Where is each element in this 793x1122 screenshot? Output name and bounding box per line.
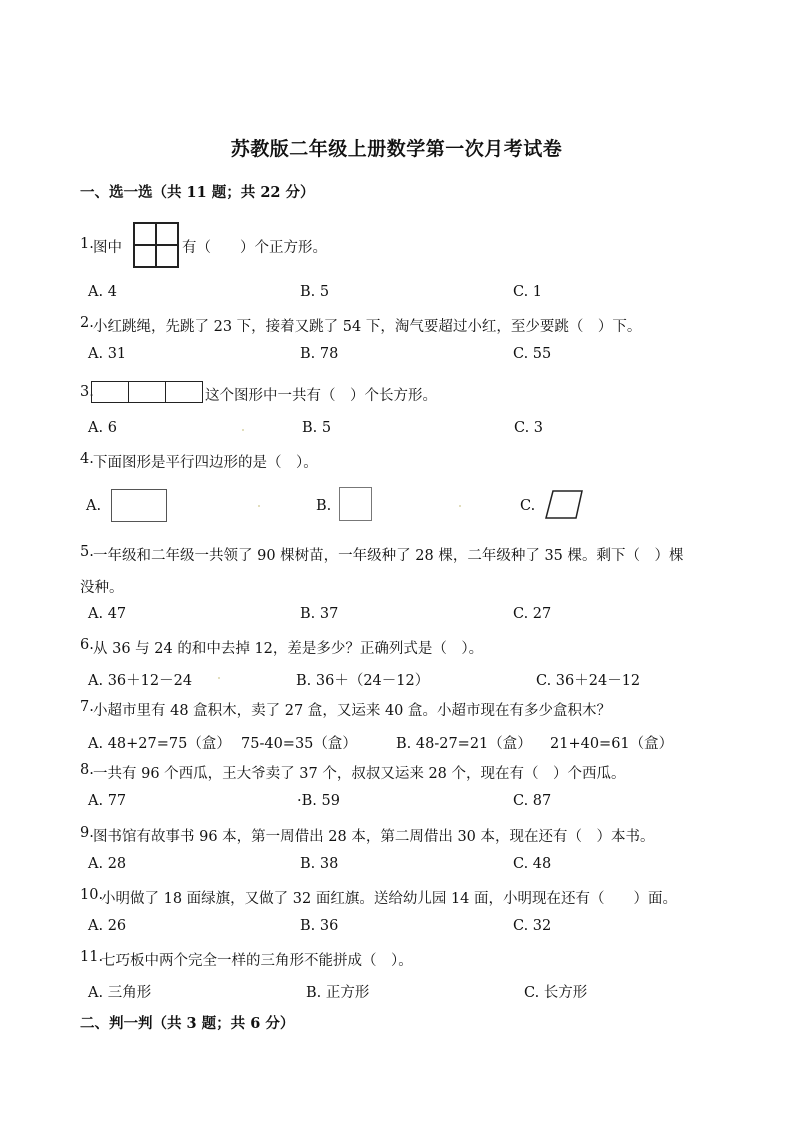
question-10-text: 小明做了 18 面绿旗，又做了 32 面红旗。送给幼儿园 14 面，小明现在还有（ ）面。 bbox=[101, 891, 678, 907]
question-11-number: 11. bbox=[80, 949, 104, 965]
question-1-number: 1. bbox=[80, 236, 94, 252]
question-10-number: 10. bbox=[80, 887, 104, 903]
option-b[interactable]: B. 5 bbox=[302, 420, 332, 436]
question-5-number: 5. bbox=[80, 544, 94, 560]
question-3-suffix: 这个图形中一共有（ ）个长方形。 bbox=[205, 388, 437, 404]
question-3-number: 3. bbox=[80, 384, 94, 400]
question-2-text: 小红跳绳，先跳了 23 下，接着又跳了 54 下，淘气要超过小红，至少要跳（ ）下。 bbox=[93, 319, 642, 335]
question-9-text: 图书馆有故事书 96 本，第一周借出 28 本，第二周借出 30 本，现在还有（ ）本书。 bbox=[93, 829, 655, 845]
option-a[interactable]: A. 三角形 bbox=[88, 985, 152, 1001]
option-b[interactable]: B. 37 bbox=[300, 606, 339, 622]
question-6-number: 6. bbox=[80, 637, 94, 653]
option-a[interactable]: A. 6 bbox=[88, 420, 117, 436]
option-a[interactable]: A. 28 bbox=[88, 856, 127, 872]
option-c[interactable]: C. 87 bbox=[513, 793, 552, 809]
question-7-number: 7. bbox=[80, 699, 94, 715]
option-c[interactable]: C. 36＋24－12 bbox=[536, 673, 641, 689]
question-8-text: 一共有 96 个西瓜，王大爷卖了 37 个，叔叔又运来 28 个，现在有（ ）个西瓜。 bbox=[93, 766, 626, 782]
question-9-number: 9. bbox=[80, 825, 94, 841]
option-a[interactable]: A. 4 bbox=[88, 284, 117, 300]
option-c[interactable]: C. bbox=[520, 498, 536, 514]
option-b[interactable]: B. bbox=[316, 498, 332, 514]
question-1-prefix: 图中 bbox=[93, 240, 122, 256]
question-8-number: 8. bbox=[80, 762, 94, 778]
option-c[interactable]: C. 32 bbox=[513, 918, 552, 934]
option-a[interactable]: A. 48+27=75（盒） bbox=[88, 736, 231, 752]
option-c[interactable]: C. 3 bbox=[514, 420, 544, 436]
option-c[interactable]: C. 27 bbox=[513, 606, 552, 622]
question-4-number: 4. bbox=[80, 451, 94, 467]
question-2-number: 2. bbox=[80, 315, 94, 331]
rectangle-strip-figure bbox=[91, 381, 203, 403]
question-4-text: 下面图形是平行四边形的是（ ）。 bbox=[93, 455, 318, 471]
option-a[interactable]: A. 47 bbox=[88, 606, 127, 622]
option-a[interactable]: A. 36＋12－24 bbox=[88, 673, 193, 689]
option-b[interactable]: B. 36＋（24－12） bbox=[296, 673, 430, 689]
option-b[interactable]: ·B. 59 bbox=[297, 793, 340, 809]
option-c[interactable]: C. 48 bbox=[513, 856, 552, 872]
option-c[interactable]: C. 55 bbox=[513, 346, 552, 362]
option-c[interactable]: C. 长方形 bbox=[524, 985, 588, 1001]
page-title: 苏教版二年级上册数学第一次月考试卷 bbox=[230, 138, 563, 160]
rectangle-figure[interactable] bbox=[111, 489, 167, 522]
question-5-text-line2: 没种。 bbox=[80, 580, 124, 596]
section-heading-choice: 一、选一选（共 11 题；共 22 分） bbox=[80, 184, 315, 201]
question-7-text: 小超市里有 48 盒积木，卖了 27 盒，又运来 40 盒。小超市现在有多少盒积木？ bbox=[93, 703, 612, 719]
option-b[interactable]: B. 38 bbox=[300, 856, 339, 872]
question-1-suffix: 有（ ）个正方形。 bbox=[182, 240, 327, 256]
option-b[interactable]: B. 5 bbox=[300, 284, 330, 300]
option-b-step2: 21+40=61（盒） bbox=[550, 736, 674, 752]
option-a[interactable]: A. 31 bbox=[88, 346, 127, 362]
question-11-text: 七巧板中两个完全一样的三角形不能拼成（ ）。 bbox=[101, 953, 413, 969]
option-b[interactable]: B. 78 bbox=[300, 346, 339, 362]
option-c[interactable]: C. 1 bbox=[513, 284, 543, 300]
parallelogram-figure[interactable] bbox=[544, 489, 584, 521]
option-a[interactable]: A. 77 bbox=[88, 793, 127, 809]
section-heading-judge: 二、判一判（共 3 题；共 6 分） bbox=[80, 1015, 295, 1032]
option-b[interactable]: B. 正方形 bbox=[306, 985, 370, 1001]
square-grid-figure bbox=[133, 222, 179, 268]
option-a-step2: 75-40=35（盒） bbox=[241, 736, 357, 752]
option-b[interactable]: B. 48-27=21（盒） bbox=[396, 736, 532, 752]
option-a[interactable]: A. 26 bbox=[88, 918, 127, 934]
question-5-text-line1: 一年级和二年级一共领了 90 棵树苗，一年级种了 28 棵，二年级种了 35 棵。剩下（ ）棵 bbox=[93, 548, 684, 564]
option-a[interactable]: A. bbox=[86, 498, 102, 514]
square-figure[interactable] bbox=[339, 487, 372, 521]
option-b[interactable]: B. 36 bbox=[300, 918, 339, 934]
question-6-text: 从 36 与 24 的和中去掉 12，差是多少？正确列式是（ ）。 bbox=[93, 641, 484, 657]
